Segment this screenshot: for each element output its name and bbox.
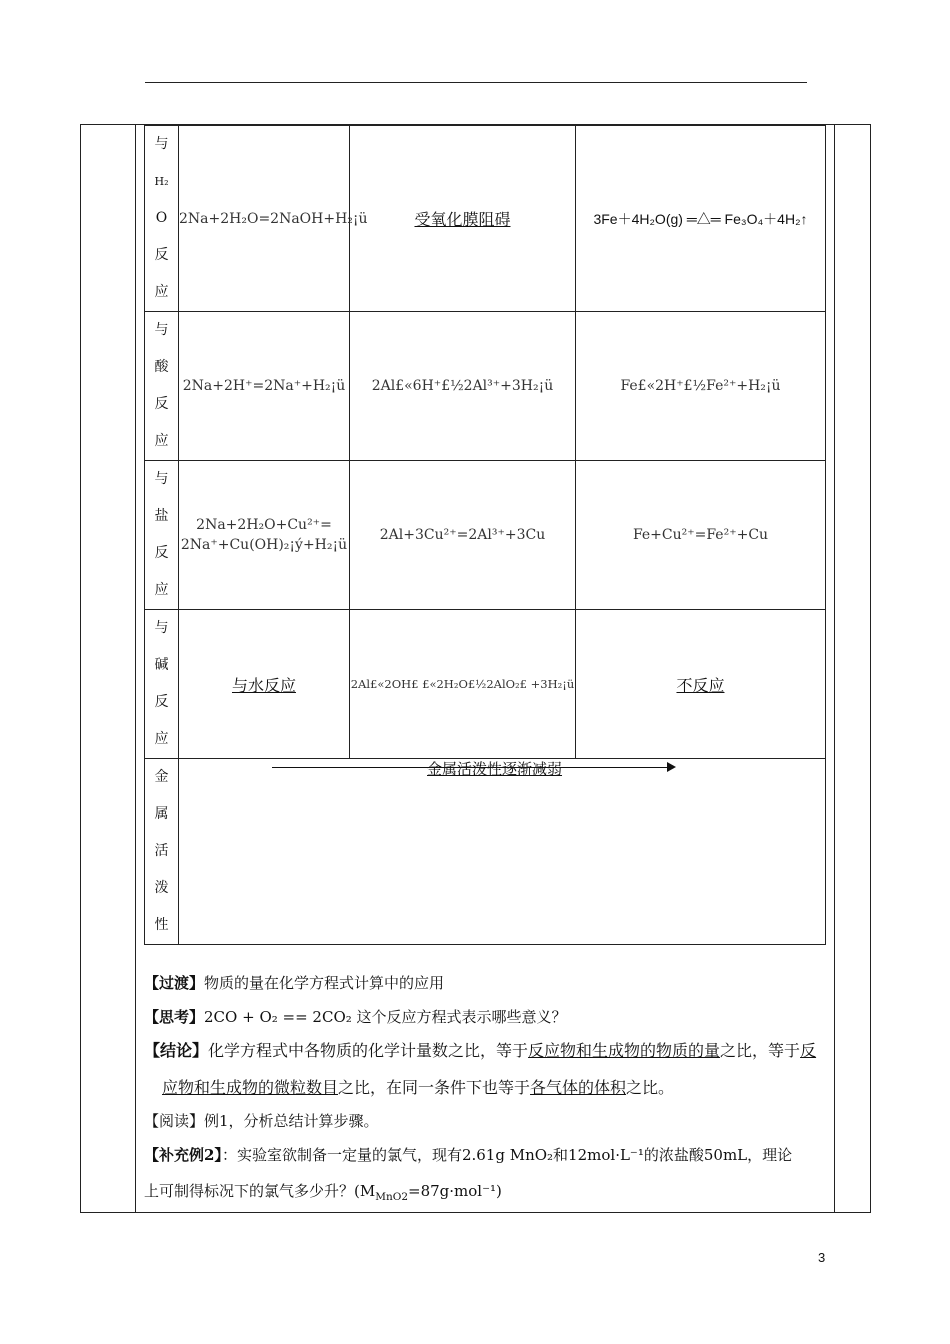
reaction-comparison-table: [144, 125, 826, 945]
conclusion-paragraph-line1: 【结论】化学方程式中各物质的化学计量数之比，等于反应物和生成物的物质的量之比，等于反: [144, 1041, 817, 1060]
row-label-acid: 与 酸 反 应: [145, 312, 179, 461]
example-paragraph-line1: 【补充例2】：实验室欲制备一定量的氯气，现有2.61g MnO₂和12mol·L⁻¹的浓盐酸50mL，理论: [144, 1146, 793, 1164]
activity-arrow-label: 金属活泼性逐渐减弱: [427, 760, 563, 778]
al-salt-equation: 2Al+3Cu²⁺=2Al³⁺+3Cu: [350, 461, 576, 610]
na-base-note: 与水反应: [231, 675, 296, 695]
row-label-water: 与 H₂ O 反 应: [145, 126, 179, 312]
read-paragraph: 【阅读】例1，分析总结计算步骤。: [144, 1112, 379, 1130]
table-row-base: [145, 610, 826, 759]
table-row-salt: [145, 461, 826, 610]
activity-cell: [179, 759, 826, 945]
row-label-activity: 金 属 活 泼 性: [145, 759, 179, 945]
page-number: 3: [818, 1250, 826, 1265]
conclusion-paragraph-line2: 应物和生成物的微粒数目之比，在同一条件下也等于各气体的体积之比。: [162, 1078, 675, 1097]
think-paragraph: 【思考】2CO + O₂ == 2CO₂ 这个反应方程式表示哪些意义？: [144, 1008, 567, 1026]
example-paragraph-line2: 上可制得标况下的氯气多少升？$(M_{MnO2}=87g\cdot mol^{-1})$: [144, 1182, 502, 1203]
transition-paragraph: 【过渡】物质的量在化学方程式计算中的应用: [144, 974, 445, 992]
al-water-cell: [350, 126, 576, 312]
fe-acid-equation: Fe£«2H⁺£½Fe²⁺+H₂¡ü: [576, 312, 826, 461]
table-row-water: [145, 126, 826, 312]
header-rule: [145, 82, 807, 83]
arrow-head-icon: [667, 762, 676, 772]
al-water-note: 受氧化膜阻碍: [414, 210, 511, 229]
fe-base-cell: [576, 610, 826, 759]
na-salt-equation: 2Na+2H₂O+Cu²⁺= 2Na⁺+Cu(OH)₂¡ý+H₂¡ü: [179, 461, 350, 610]
table-row-acid: [145, 312, 826, 461]
row-label-base: 与 碱 反 应: [145, 610, 179, 759]
left-column-divider: [135, 124, 136, 1213]
na-acid-equation: 2Na+2H⁺=2Na⁺+H₂¡ü: [179, 312, 350, 461]
right-column-divider: [834, 124, 835, 1213]
fe-salt-equation: Fe+Cu²⁺=Fe²⁺+Cu: [576, 461, 826, 610]
na-water-equation: 2Na+2H₂O=2NaOH+H₂¡ü: [179, 126, 350, 312]
fe-water-equation: 3Fe＋4H₂O(g) ═△═ Fe₃O₄＋4H₂↑: [576, 126, 826, 312]
fe-base-note: 不反应: [676, 675, 725, 695]
na-base-cell: [179, 610, 350, 759]
al-acid-equation: 2Al£«6H⁺£½2Al³⁺+3H₂¡ü: [350, 312, 576, 461]
activity-arrow: [272, 758, 676, 778]
row-label-salt: 与 盐 反 应: [145, 461, 179, 610]
table-row-activity: [145, 759, 826, 945]
al-base-equation: 2Al£«2OH£ £«2H₂O£½2AlO₂£ +3H₂¡ü: [350, 610, 576, 759]
